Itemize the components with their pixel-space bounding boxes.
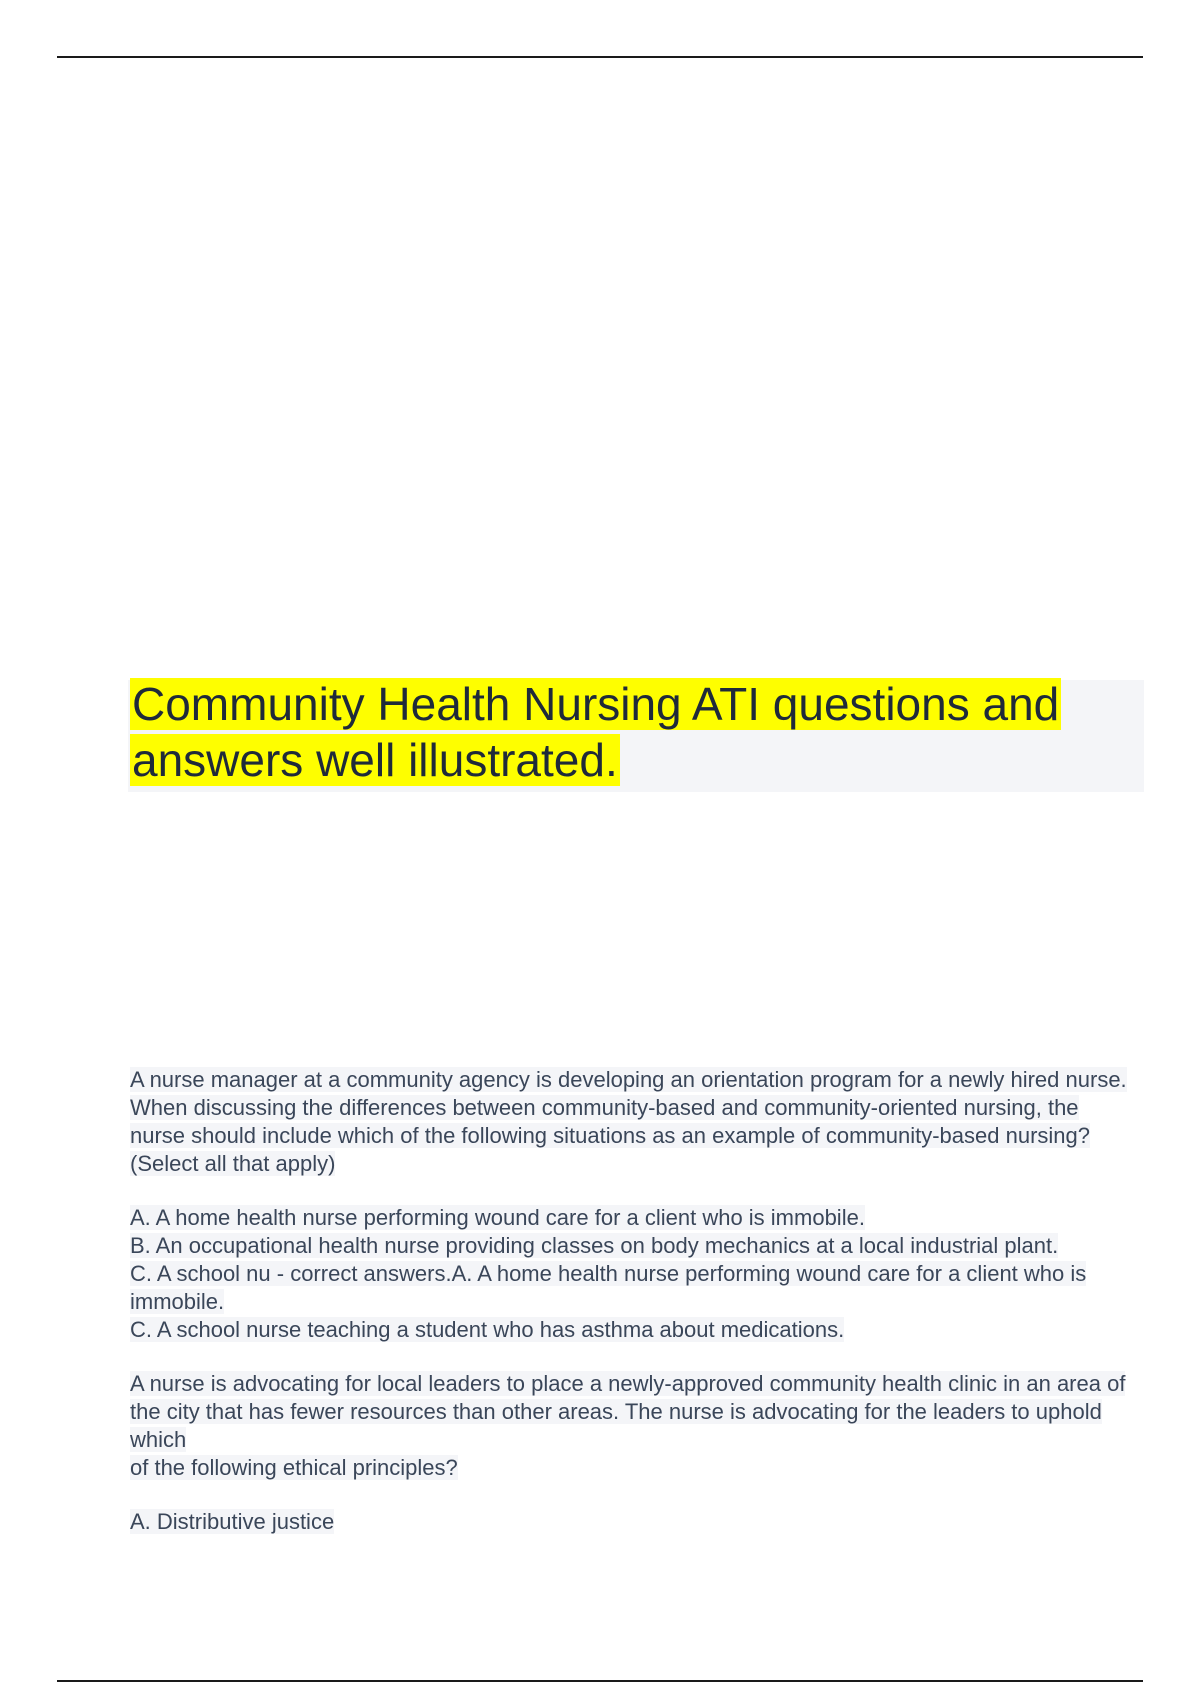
question-2-text-part2: of the following ethical principles? xyxy=(130,1455,458,1480)
bottom-rule xyxy=(57,1680,1143,1682)
top-rule xyxy=(57,56,1143,58)
question-2-option-a: A. Distributive justice xyxy=(130,1509,335,1534)
question-1-correct-answers: C. A school nu - correct answers.A. A home health nurse performing wound care for a client who is immobile. xyxy=(130,1261,1087,1314)
question-2-text-part1: A nurse is advocating for local leaders to place a newly-approved community health clinic in an area of the city that has fewer resources than other areas. The nurse is advocating for the leaders to uphold which xyxy=(130,1371,1126,1452)
question-1-option-a: A. A home health nurse performing wound care for a client who is immobile. xyxy=(130,1205,865,1230)
document-title xyxy=(130,676,1140,788)
question-2-options xyxy=(130,1508,1130,1536)
question-1-text: A nurse manager at a community agency is developing an orientation program for a newly hired nurse. When discussing the differences between community-based and community-oriented nursing, the nurse should include which of the following situations as an example of community-based nursing? (Select all that apply) xyxy=(130,1067,1127,1176)
question-1-answer-c: C. A school nurse teaching a student who has asthma about medications. xyxy=(130,1317,845,1342)
question-1-options xyxy=(130,1204,1130,1344)
question-1-option-b: B. An occupational health nurse providing classes on body mechanics at a local industrial plant. xyxy=(130,1233,1059,1258)
title-highlight: Community Health Nursing ATI questions and answers well illustrated. xyxy=(132,678,1060,786)
question-1 xyxy=(130,1066,1130,1178)
document-body xyxy=(130,1066,1130,1536)
question-2 xyxy=(130,1370,1130,1482)
